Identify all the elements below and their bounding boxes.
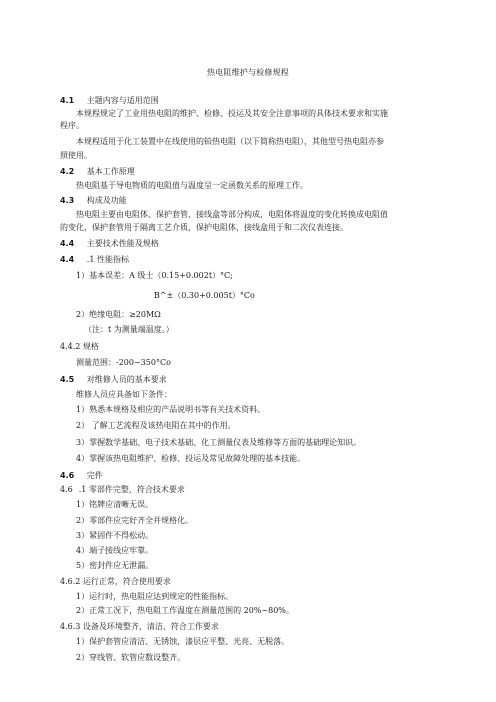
list-item: 2）零部件应完好齐全并规格化。 — [76, 516, 194, 525]
section-heading-text: .1 性能指标 — [86, 255, 129, 264]
spec-line: B^±（0.30+0.005t）°Co — [154, 291, 255, 300]
section-number: 4.4 — [60, 255, 75, 264]
section-number: 4.5 — [60, 375, 75, 384]
list-item: 1）铭牌应清晰无误。 — [76, 500, 154, 509]
section-heading-text: 完件 — [86, 471, 103, 480]
list-item: 1）熟悉本规格及相应的产品说明书等有关技术资料。 — [76, 405, 266, 414]
section-number: 4.2 — [60, 167, 75, 176]
spec-line: 2）绝缘电阻：≥20MΩ — [76, 310, 161, 319]
paragraph-line: 本规程适用于化工装置中在线使用的铂热电阻（以下简称热电阻），其他型号热电阻亦参 — [76, 137, 384, 146]
subsection-heading-4-6-3: 4.6.3 设备及环境整齐、清洁、符合工作要求 — [60, 622, 219, 631]
list-item: 4）端子接线应牢靠。 — [76, 546, 154, 555]
section-heading-text: 基本工作原理 — [86, 167, 135, 176]
list-item: 4）掌握该热电阻维护、检修、投运及常见故障处理的基本技能。 — [76, 454, 306, 463]
list-item: 1）运行时，热电阻应达到规定的性能指标。 — [76, 592, 234, 601]
section-number: 4.6 — [60, 485, 73, 494]
section-heading-4-4 — [60, 238, 442, 250]
subsection-heading-plain: 4.4.2 规格 — [60, 342, 99, 351]
spec-line: 测量范围：-200~350°Co — [76, 358, 171, 367]
list-item: 2）穿线管、软管应数设整齐。 — [76, 653, 186, 662]
paragraph-line: 本规程规定了工业用热电阻的维护、检修、投运及其安全注意事项的具体技术要求和实施 — [76, 109, 388, 118]
section-heading-4-6 — [60, 470, 442, 482]
section-number: 4.4 — [60, 239, 75, 248]
section-number: 4.6 — [60, 471, 75, 480]
section-heading-4-5 — [60, 374, 442, 386]
list-item: 3）紧固件不得松动。 — [76, 531, 154, 540]
paragraph-line: 热电阻主要由电阻体、保护套管、接线盒等部分构成，电阻体将温度的变化转换成电阻值 — [76, 210, 388, 219]
document-title: 热电阻维护与检修规程 — [207, 68, 289, 77]
section-number: 4.3 — [60, 196, 75, 205]
note-line: （注：t 为测量端温度。） — [84, 325, 174, 334]
section-heading-text: 构成及功能 — [86, 196, 127, 205]
list-item: 2） 了解工艺流程及该热电阻在其中的作用。 — [76, 421, 236, 430]
section-heading-text: 主题内容与适用范围 — [86, 96, 159, 105]
paragraph-line: 程序。 — [60, 121, 84, 130]
section-heading-4-3 — [60, 195, 442, 207]
section-number: 4.1 — [60, 96, 75, 105]
subsection-heading-4-6-2: 4.6.2 运行正常，符合使用要求 — [60, 577, 171, 586]
list-item: 2）正常工况下，热电阻工作温度在测量范围的 20%~80%。 — [76, 606, 294, 615]
paragraph-line: 的变化，保护套管用于隔离工艺介质，保护电阻体，接线盒用于和二次仪表连接。 — [60, 223, 348, 232]
section-heading-text: .1 零部件完整，符合技术要求 — [78, 485, 185, 494]
list-item: 5）密封件应无泄漏。 — [76, 561, 154, 570]
paragraph-line: 热电阻基于导电物质的电阻值与温度呈一定函数关系的原理工作。 — [76, 181, 308, 190]
subsection-heading-4-4-1 — [60, 254, 442, 266]
spec-line: 1）基本误差：A 级士（0.15+0.002t）°C; — [76, 271, 233, 280]
section-heading-4-2 — [60, 166, 442, 178]
list-item: 3）掌握数学基础、电子技术基础、化工测量仪表及维修等方面的基础理论知识。 — [76, 438, 362, 447]
list-item: 1）保护套管应清洁、无锈蚀，漆层应平整、光亮、无脱落。 — [76, 637, 290, 646]
section-heading-text: 主要技术性能及规格 — [86, 239, 159, 248]
section-heading-4-1 — [60, 95, 442, 107]
subsection-heading-4-6-1 — [60, 484, 442, 496]
section-heading-text: 对维修人员的基本要求 — [86, 375, 167, 384]
paragraph-line: 照使用。 — [60, 151, 92, 160]
paragraph-line: 维修人员应具备如下条件： — [76, 390, 172, 399]
